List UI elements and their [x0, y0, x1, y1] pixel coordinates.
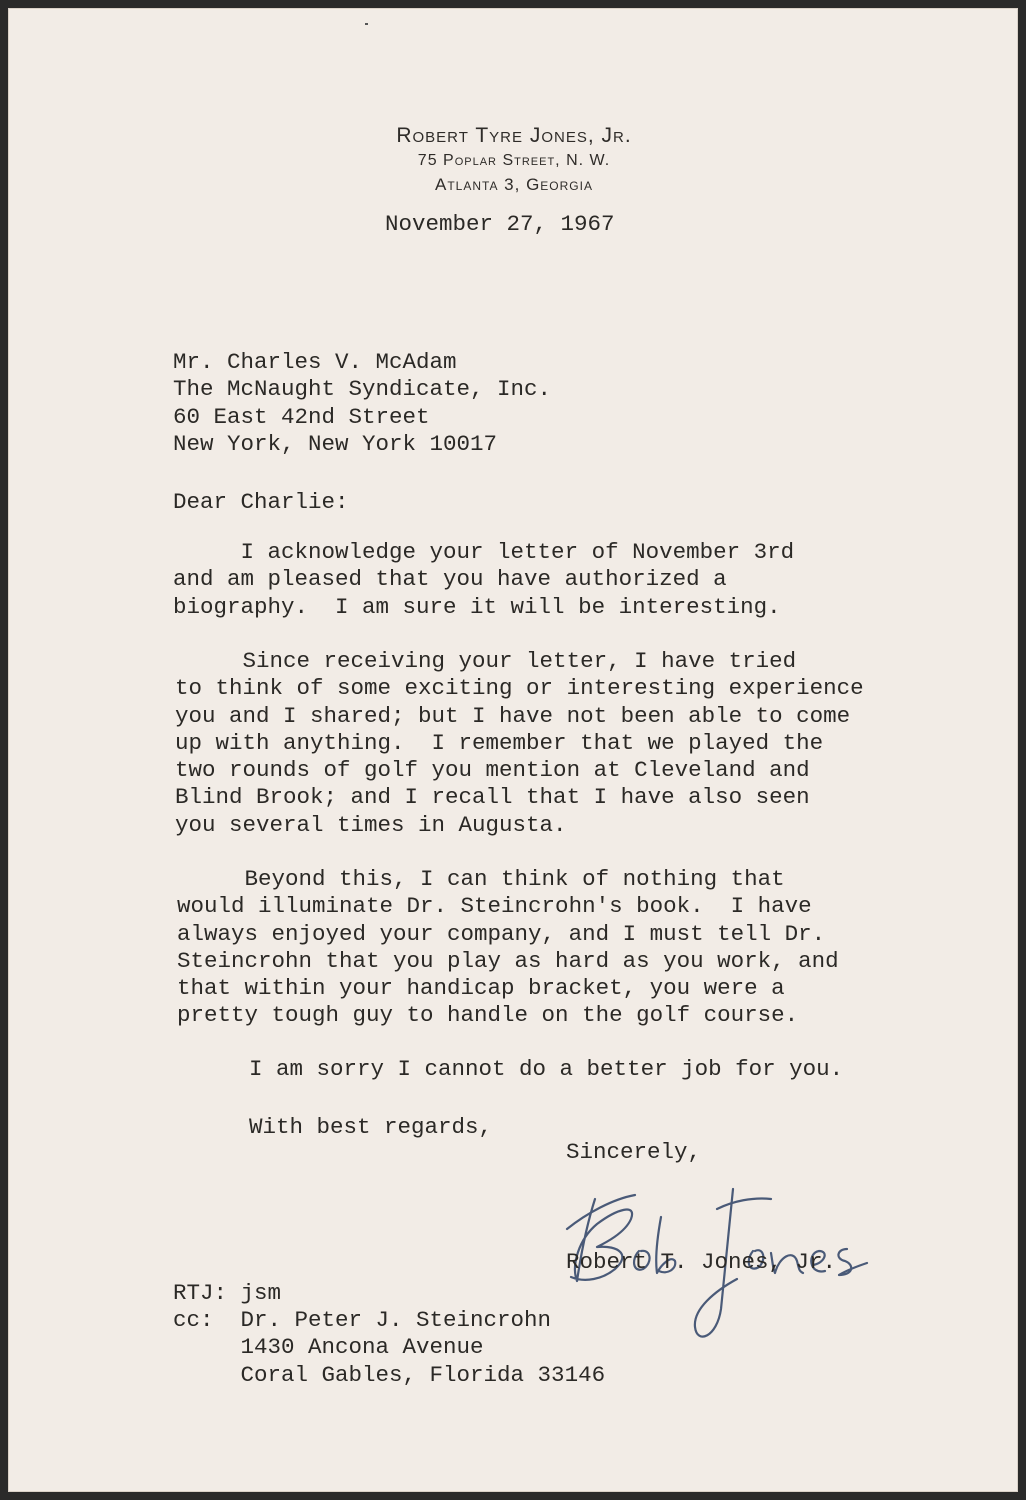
paragraph-line: Since receiving your letter, I have tried [175, 648, 797, 674]
reference-initials: RTJ: jsm [173, 1280, 282, 1306]
regards-line: With best regards, [249, 1114, 493, 1140]
cc-line: Coral Gables, Florida 33146 [173, 1361, 606, 1388]
typed-signer-name: Robert T. Jones, Jr. [566, 1249, 837, 1275]
paragraph-line: you several times in Augusta. [175, 811, 567, 838]
paper-speck [365, 23, 368, 25]
letterhead-name: Robert Tyre Jones, Jr. [396, 124, 632, 147]
recipient-line: Mr. Charles V. McAdam [173, 349, 457, 375]
paragraph-line: Beyond this, I can think of nothing that [177, 866, 785, 892]
paragraph-line: Steincrohn that you play as hard as you work, and [177, 947, 839, 974]
paragraph-line: that within your handicap bracket, you were a [177, 975, 785, 1002]
paragraph-3 [177, 866, 839, 1030]
salutation: Dear Charlie: [173, 489, 349, 515]
paragraph-1 [173, 539, 794, 621]
cc-line: cc: Dr. Peter J. Steincrohn [173, 1307, 552, 1333]
cc-line: 1430 Ancona Avenue [173, 1334, 484, 1361]
paragraph-4: I am sorry I cannot do a better job for you. [249, 1056, 844, 1082]
letterhead-city: Atlanta 3, Georgia [435, 175, 593, 194]
recipient-line: 60 East 42nd Street [173, 403, 430, 430]
recipient-line: The McNaught Syndicate, Inc. [173, 376, 552, 403]
paragraph-line: to think of some exciting or interesting experience [175, 675, 864, 702]
closing-line: Sincerely, [566, 1139, 702, 1165]
paragraph-line: pretty tough guy to handle on the golf course. [177, 1002, 799, 1029]
paragraph-line: Blind Brook; and I recall that I have also seen [175, 784, 810, 811]
letter-page [8, 8, 1018, 1492]
paragraph-2 [175, 648, 864, 839]
letter-date: November 27, 1967 [385, 211, 615, 237]
paragraph-line: I acknowledge your letter of November 3rd [173, 539, 795, 565]
letterhead-street: 75 Poplar Street, N. W. [417, 152, 611, 169]
paragraph-line: two rounds of golf you mention at Cleveland and [175, 757, 810, 784]
paragraph-line: would illuminate Dr. Steincrohn's book. I have [177, 893, 812, 920]
paragraph-line: you and I shared; but I have not been able to come [175, 702, 851, 729]
paragraph-line: always enjoyed your company, and I must tell Dr. [177, 920, 826, 947]
paragraph-line: biography. I am sure it will be interesting. [173, 593, 781, 620]
recipient-address [173, 349, 551, 458]
recipient-line: New York, New York 10017 [173, 430, 498, 457]
paragraph-line: and am pleased that you have authorized a [173, 566, 727, 593]
carbon-copy [173, 1307, 605, 1389]
paragraph-line: up with anything. I remember that we played the [175, 729, 824, 756]
